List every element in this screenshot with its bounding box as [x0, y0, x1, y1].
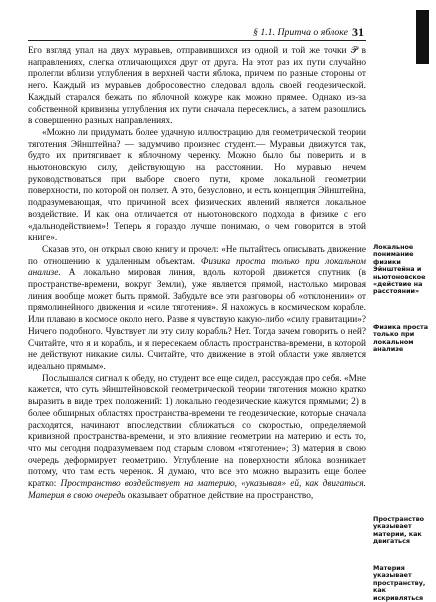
text-run: Сказав это, он открыл свою книгу и прочел: «Не пытайтесь описывать движение по отношению к удаленным объектам. [28, 244, 366, 267]
paragraph [28, 128, 366, 245]
margin-note-local-physics: Локальное понимание физики Эйнштейна и ньютоновское «действие на расстоянии» [373, 243, 426, 296]
text-run: Послышался сигнал к обеду, но студент все еще сидел, рассуждая про себя. «Мне кажется, что суть эйнштейновской геометрической теории тяготения можно кратко выразить в виде трех положений: 1) локально геодезические кажутся прямыми; 2) в более обширных областях пространства-времени те геодезические, которые сначала расходятся, начинают впоследствии сближаться со скоростью, определяемой кривизной пространства-времени, и это влияние геометрии на материю и есть то, что мы сегодня подразумеваем под старым словом «тяготение»; 3) материя в свою очередь деформирует геометрию. Углубление на поверхности яблока возникает потому, что там есть черенок. Я думаю, что все это можно выразить еще более кратко: [28, 373, 366, 490]
text-run: Его взгляд упал на двух муравьев, отправившихся из одной и той же точки 𝒫 в направлениях, слегка отличающихся друг от друга. На этот раз их пути случайно пролегли вблизи углубления в верхней части яблока, причем по разные стороны от него. Каждый из муравьев добросовестно следовал вдоль своей геодезической. Каждый старался бежать по яблочной кожуре как можно прямее. Однако из-за собственной кривизны углубления их пути сначала пересеклись, а затем разошлись в совершенно разных направлениях. [28, 46, 366, 127]
header-rule [28, 40, 366, 41]
text-run: А локально мировая линия, вдоль которой движется спутник (в пространстве-времени, вокруг Земли), уже является прямой, настолько мировая линия вообще может быть прямой. Забудьте все эти разговоры об «отклонении» от прямолинейного движения и «силе тяготения». Я нахожусь в космическом корабле. Или плаваю в космосе около него. Разве я чувствую какую-либо «силу гравитации»? Ничего подобного. Чувствует ли эту силу корабль? Нет. Тогда зачем говорить о ней? Считайте, что я и корабль, и я пересекаем область пространства-времени, в которой не действуют никакие силы. Считайте, что движение в этой области уже является идеально прямым». [28, 268, 366, 372]
margin-note-physics-simple: Физика проста только при локальном анализе [373, 323, 429, 354]
body-text [28, 46, 366, 502]
running-header: § 1.1. Притча о яблоке [252, 27, 348, 38]
margin-note-space-tells-matter: Пространство указывает материи, как двигаться [373, 515, 425, 546]
paragraph [28, 374, 366, 503]
margin-note-matter-tells-space: Материя указывает пространству, как искривляться [373, 564, 426, 602]
chapter-thumb-tab [416, 10, 429, 64]
paragraph [28, 46, 366, 128]
italic-text-run: Физика проста только при локальном анализе. [28, 256, 366, 279]
text-run: оказывает обратное действие на пространство, [125, 490, 314, 501]
paragraph [28, 245, 366, 374]
page-number: 31 [352, 25, 364, 39]
text-run: «Можно ли придумать более удачную иллюстрацию для геометрической теории тяготения Эйнштейна? — задумчиво произнес студент.— Муравьи движутся так, будто их притягивает к яблочному черенку. Можно было бы поверить и в ньютоновскую силу, действующую на расстоянии. Но муравью нечем руководствоваться при выборе своего пути, кроме локальной геометрии поверхности, по которой он ползет. А это, безусловно, и есть концепция Эйнштейна, подразумевающая, что причиной всех физических явлений является локальное воздействие. И как она отличается от ньютоновского подхода в физике с его «дальнодействием»! Теперь я гораздо лучше понимаю, о чем говорится в этой книге». [28, 127, 366, 244]
italic-text-run: Пространство воздействует на материю, «указывая» ей, как двигаться. Материя в свою очередь [28, 479, 366, 501]
